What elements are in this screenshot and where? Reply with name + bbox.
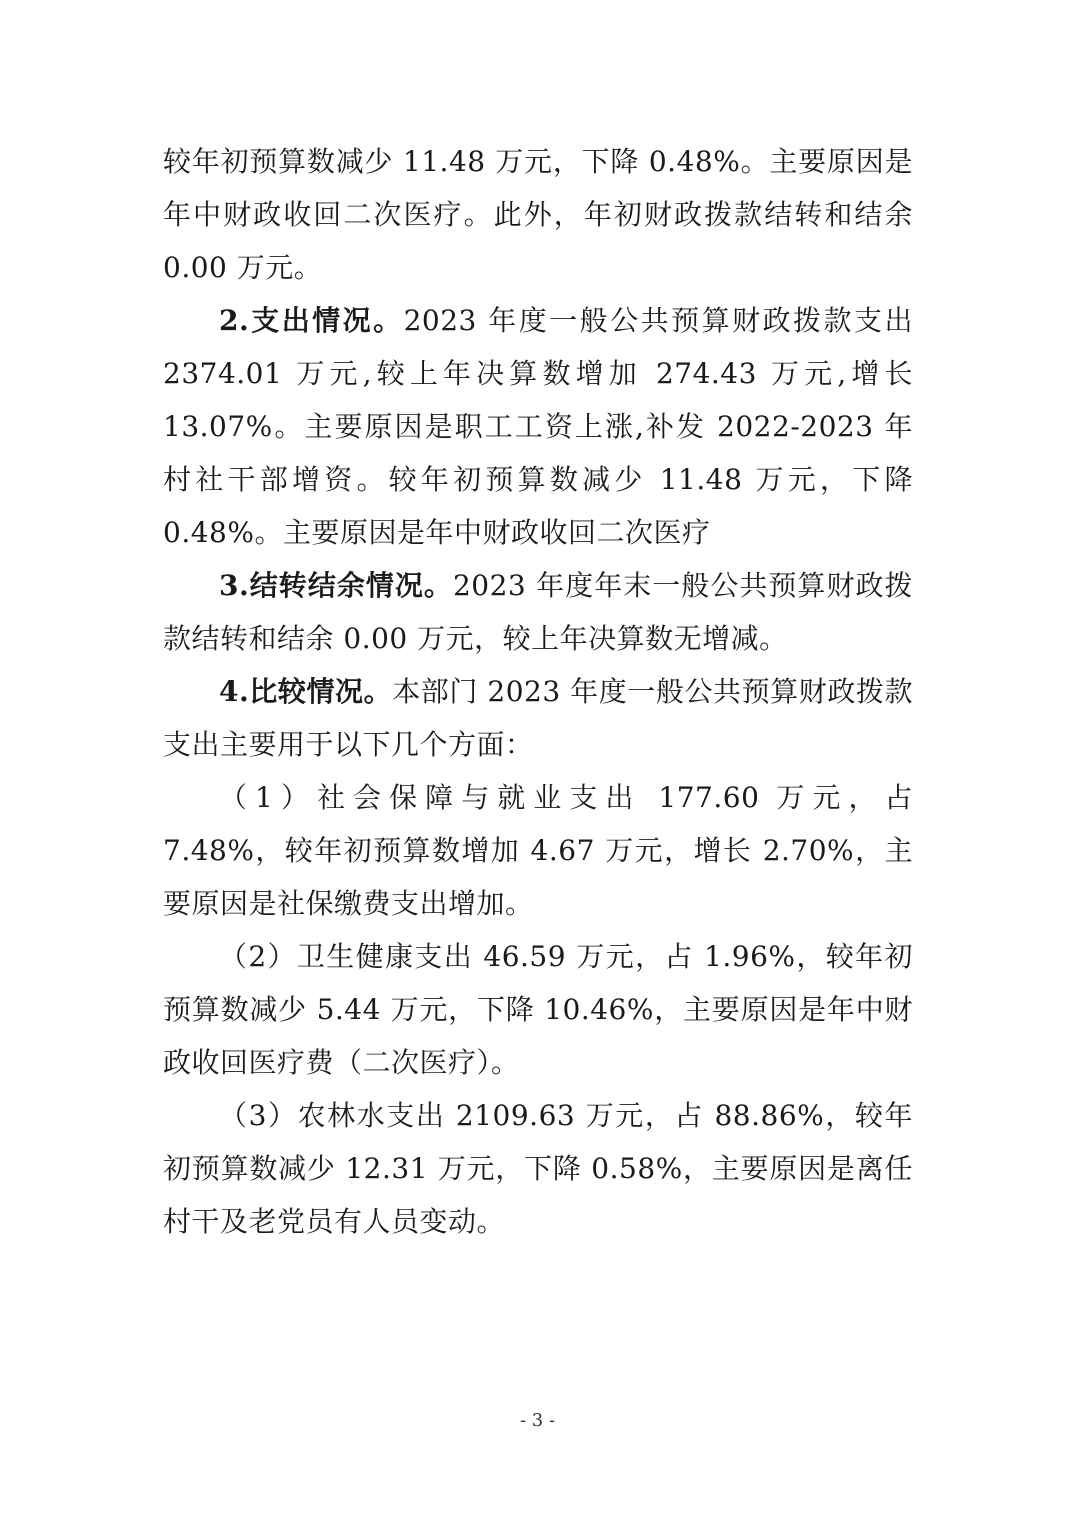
paragraph-carryover [163,559,913,665]
paragraph-budget-continuation [163,135,913,294]
paragraph-text: 2023 年度年末一般公共预算财政拨款结转和结余 0.00 万元，较上年决算数无增减。 [163,569,913,655]
paragraph-comparison [163,665,913,771]
paragraph-text: （3）农林水支出 2109.63 万元，占 88.86%，较年初预算数减少 12.31 万元，下降 0.58%，主要原因是离任村干及老党员有人员变动。 [163,1099,913,1238]
paragraph-text: （2）卫生健康支出 46.59 万元，占 1.96%，较年初预算数减少 5.44 万元，下降 10.46%，主要原因是年中财政收回医疗费（二次医疗）。 [163,940,913,1079]
paragraph-text: 较年初预算数减少 11.48 万元，下降 0.48%。主要原因是年中财政收回二次医疗。此外，年初财政拨款结转和结余 0.00 万元。 [163,145,913,284]
paragraph-heading: 3.结转结余情况。 [219,569,453,602]
paragraph-heading: 4.比较情况。 [219,675,393,708]
paragraph-item-agriculture [163,1089,913,1248]
paragraph-item-health [163,930,913,1089]
paragraph-text: （1）社会保障与就业支出 177.60 万元，占 7.48%，较年初预算数增加 4.67 万元，增长 2.70%，主要原因是社保缴费支出增加。 [163,781,913,920]
document-body [163,135,913,1248]
page-number: - 3 - [519,1410,556,1431]
paragraph-text: 本部门 2023 年度一般公共预算财政拨款支出主要用于以下几个方面： [163,675,914,761]
paragraph-expenditure [163,294,913,559]
paragraph-item-social-security [163,771,913,930]
paragraph-text: 2023 年度一般公共预算财政拨款支出 2374.01 万元,较上年决算数增加 274.43 万元,增长 13.07%。主要原因是职工工资上涨,补发 2022-2023 年村社干部增资。较年初预算数减少 11.48 万元，下降 0.48%。主要原因是年中财政收回二次医疗 [163,304,913,549]
paragraph-heading: 2.支出情况。 [219,304,404,337]
